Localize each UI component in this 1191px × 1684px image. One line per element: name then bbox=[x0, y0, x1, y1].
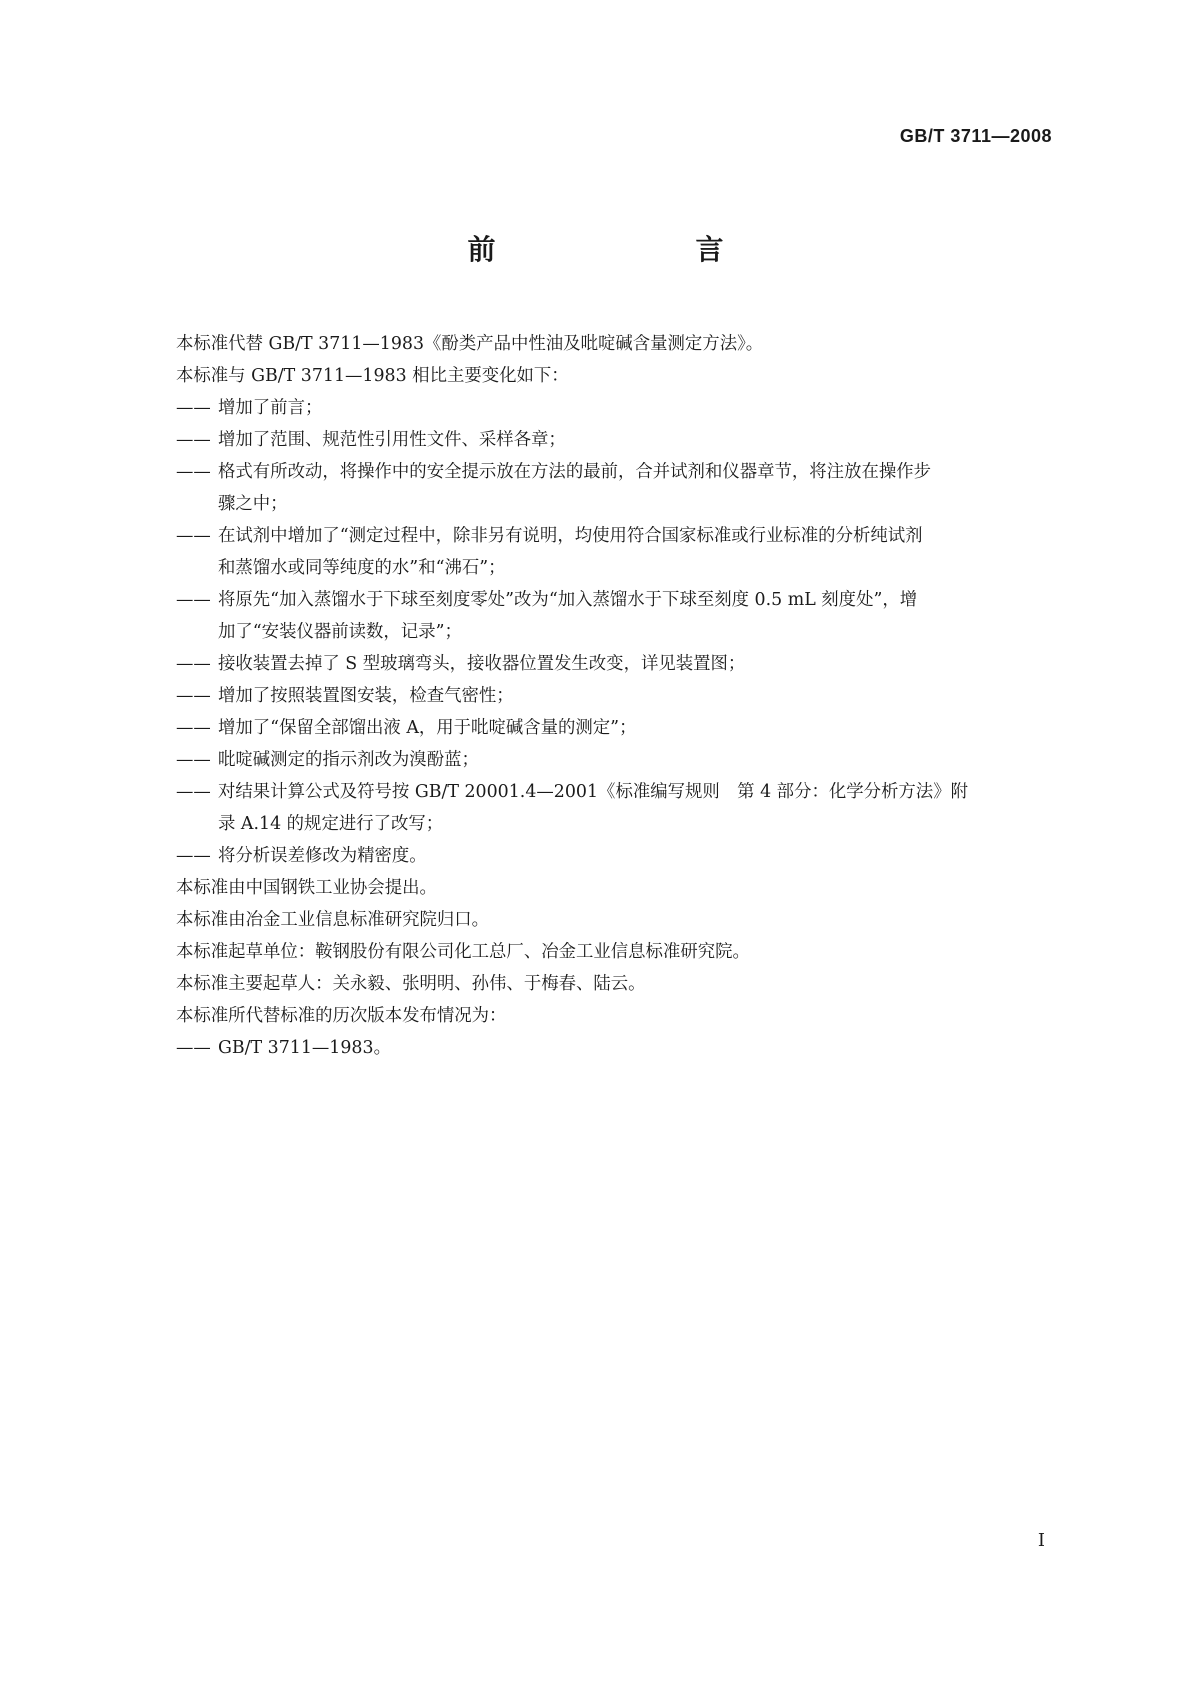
paragraph-managed-by: 本标准由冶金工业信息标准研究院归口。 bbox=[176, 910, 490, 930]
dash-marker: —— bbox=[176, 654, 211, 674]
change-item-8 bbox=[176, 712, 1056, 744]
paragraph-history-intro: 本标准所代替标准的历次版本发布情况为： bbox=[176, 1006, 507, 1026]
change-text: 增加了范围、规范性引用性文件、采样各章； bbox=[218, 430, 566, 450]
change-text: 增加了“保留全部馏出液 A，用于吡啶碱含量的测定”； bbox=[218, 718, 637, 738]
page-number: I bbox=[1037, 1530, 1045, 1551]
document-body bbox=[176, 328, 1056, 1064]
paragraph-drafters: 本标准主要起草人：关永毅、张明明、孙伟、于梅春、陆云。 bbox=[176, 974, 646, 994]
change-text: 吡啶碱测定的指示剂改为溴酚蓝； bbox=[218, 750, 479, 770]
dash-marker: —— bbox=[176, 718, 211, 738]
paragraph-drafting-units: 本标准起草单位：鞍钢股份有限公司化工总厂、冶金工业信息标准研究院。 bbox=[176, 942, 750, 962]
change-item-1 bbox=[176, 392, 1056, 424]
paragraph-replaces: 本标准代替 GB/T 3711—1983《酚类产品中性油及吡啶碱含量测定方法》。 bbox=[176, 334, 764, 354]
change-text: 增加了前言； bbox=[218, 398, 323, 418]
change-text: 格式有所改动，将操作中的安全提示放在方法的最前，合并试剂和仪器章节，将注放在操作步 bbox=[218, 462, 932, 482]
change-text: 接收装置去掉了 S 型玻璃弯头，接收器位置发生改变，详见装置图； bbox=[218, 654, 746, 674]
dash-marker: —— bbox=[176, 398, 211, 418]
change-item-2 bbox=[176, 424, 1056, 456]
change-item-5 bbox=[176, 584, 1056, 648]
dash-marker: —— bbox=[176, 686, 211, 706]
change-text: 将分析误差修改为精密度。 bbox=[218, 846, 427, 866]
change-item-6 bbox=[176, 648, 1056, 680]
change-text-continued: 加了“安装仪器前读数，记录”； bbox=[218, 622, 462, 642]
dash-marker: —— bbox=[176, 750, 211, 770]
change-text: 在试剂中增加了“测定过程中，除非另有说明，均使用符合国家标准或行业标准的分析纯试剂 bbox=[218, 526, 923, 546]
dash-marker: —— bbox=[176, 590, 211, 610]
dash-marker: —— bbox=[176, 430, 211, 450]
standard-code: GB/T 3711—2008 bbox=[899, 126, 1052, 146]
history-item-1 bbox=[176, 1032, 1056, 1064]
change-text: 对结果计算公式及符号按 GB/T 20001.4—2001《标准编写规则 第 4 部分：化学分析方法》附 bbox=[218, 782, 968, 802]
history-text: GB/T 3711—1983。 bbox=[218, 1038, 391, 1058]
change-text: 将原先“加入蒸馏水于下球至刻度零处”改为“加入蒸馏水于下球至刻度 0.5 mL 刻度处”，增 bbox=[218, 590, 918, 610]
change-item-9 bbox=[176, 744, 1056, 776]
dash-marker: —— bbox=[176, 846, 211, 866]
dash-marker: —— bbox=[176, 462, 211, 482]
change-item-4 bbox=[176, 520, 1056, 584]
change-text: 增加了按照装置图安装，检查气密性； bbox=[218, 686, 514, 706]
dash-marker: —— bbox=[176, 782, 211, 802]
change-text-continued: 骤之中； bbox=[218, 494, 288, 514]
dash-marker: —— bbox=[176, 1038, 211, 1058]
page-title: 前 言 bbox=[467, 233, 772, 266]
change-item-10 bbox=[176, 776, 1056, 840]
change-item-3 bbox=[176, 456, 1056, 520]
change-item-7 bbox=[176, 680, 1056, 712]
change-item-11 bbox=[176, 840, 1056, 872]
paragraph-changes-intro: 本标准与 GB/T 3711—1983 相比主要变化如下： bbox=[176, 366, 569, 386]
paragraph-proposed-by: 本标准由中国钢铁工业协会提出。 bbox=[176, 878, 437, 898]
dash-marker: —— bbox=[176, 526, 211, 546]
change-text-continued: 和蒸馏水或同等纯度的水”和“沸石”； bbox=[218, 558, 506, 578]
change-text-continued: 录 A.14 的规定进行了改写； bbox=[218, 814, 444, 834]
